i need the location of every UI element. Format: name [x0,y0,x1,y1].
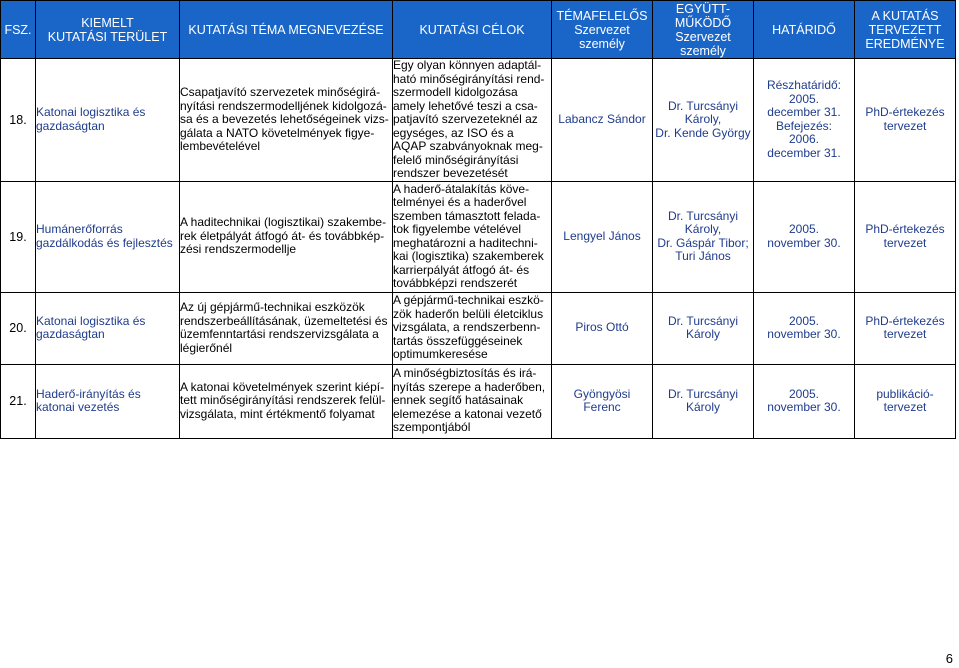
text-line: felelő minőségirányítási [393,152,519,167]
research-goal [393,292,552,364]
text-line: rendszer bevezetését [393,166,508,180]
text-line: Dr. Turcsányi [667,98,739,113]
text-line: A katonai követelmények szerint kiépí- [180,379,385,394]
planned-result [855,292,956,364]
deadline [754,181,855,292]
research-area: Katonai logisztika és gazdaságtan [36,292,180,364]
research-goal [393,364,552,438]
text-line: EREDMÉNYE [865,36,945,51]
text-line: vizsgálata, mint értékmentő folyamat [180,406,375,421]
text-line: 2005. [788,386,820,401]
text-line: 2005. [788,313,820,328]
text-line: Csapatjavító szervezetek minőségirá- [180,85,381,99]
text-line: szemben támasztott feladа- [393,208,541,223]
text-line: PhD-értekezés [865,313,945,328]
text-line: 2005. [788,91,820,106]
text-line: sa és a bevezetés lehetőségeinek vizs- [180,112,389,126]
research-goal [393,181,552,292]
deadline [754,292,855,364]
text-line: december 31. [767,145,841,160]
responsible-person [552,364,653,438]
row-number: 21. [1,364,36,438]
planned-result [855,181,956,292]
text-line: tartás összefüggéseinek [393,333,523,348]
text-line: tervezet [883,400,927,414]
text-line: optimumkeresése [393,347,488,362]
text-line: ható minőségirányítási rend- [393,71,545,86]
table-row [1,292,956,364]
planned-result [855,364,956,438]
header-goal: KUTATÁSI CÉLOK [393,1,552,59]
text-line: november 30. [767,400,841,414]
text-line: november 30. [767,327,841,341]
responsible-person [552,59,653,182]
text-line: továbbképzi rendszerét [393,276,518,290]
research-topic [180,292,393,364]
text-line: Szervezet [675,29,731,44]
text-line: amely lehetővé teszi a csa- [393,98,538,113]
text-line: szempontjából [393,420,471,435]
text-line: A gépjármű-technikai eszkö- [393,293,544,308]
text-line: egységes, az ISO és a [393,125,514,140]
text-line: patjavító szervezeteknél az [393,112,538,126]
text-line: A KUTATÁS [871,8,939,23]
partner-person [653,59,754,182]
header-num: FSZ. [1,1,36,59]
research-topic [180,181,393,292]
deadline [754,364,855,438]
text-line: A minőségbiztosítás és irá- [393,366,537,381]
text-line: vizsgálata, a rendszerbenn- [393,320,541,335]
text-line: Szervezet [574,22,630,37]
responsible-person [552,292,653,364]
text-line: szermodell kidolgozása [393,85,518,99]
text-line: tok figyelembe vételével [393,222,522,236]
text-line: tett minőségirányítási rendszerek felül- [180,393,386,408]
text-line: gálata a NATO követelmények figye- [180,125,375,140]
text-line: Egy olyan könnyen adaptál- [393,58,542,72]
text-line: személy [579,36,625,51]
text-line: EGYÜTT- [675,1,731,16]
text-line: elemezése a katonai vezető [393,406,542,421]
text-line: légierőnél [180,340,233,355]
text-line: tervezet [883,235,927,250]
text-line: ennek segítő hatásainak [393,393,524,408]
text-line: Turi János [675,249,731,263]
text-line: A haderő-átalakítás köve- [393,181,530,196]
text-line: rek életpályát átfogó át- és továbbkép- [180,228,385,243]
header-row [1,1,956,59]
research-topic [180,59,393,182]
research-goal [393,59,552,182]
table-row [1,364,956,438]
header-result [855,1,956,59]
text-line: nyítási rendszermodelljének kidolgozá- [180,98,387,113]
deadline [754,59,855,182]
row-number: 20. [1,292,36,364]
text-line: Piros Ottó [575,320,629,335]
text-line: Károly [685,327,720,341]
text-line: PhD-értekezés [865,105,945,120]
text-line: zök haderőn belüli életciklus [393,306,544,321]
responsible-person [552,181,653,292]
text-line: AQAP szabványoknak meg- [393,139,543,153]
text-line: lembevételével [180,139,261,153]
partner-person [653,181,754,292]
text-line: Dr. Gáspár Tibor; [657,235,749,250]
text-line: személy [680,43,726,58]
text-line: Dr. Kende György [655,125,751,140]
text-line: Károly [685,400,720,414]
text-line: nyítás szerepe a haderőben, [393,379,546,394]
header-deadline: HATÁRIDŐ [754,1,855,59]
row-number: 19. [1,181,36,292]
text-line: Lengyel János [563,228,641,243]
text-line: Részhatáridő: [766,78,842,93]
text-line: Károly, [684,112,722,126]
text-line: A haditechnikai (logisztikai) szakembe- [180,215,387,230]
text-line: TERVEZETT [868,22,942,37]
research-topic [180,364,393,438]
text-line: tervezet [883,327,927,341]
text-line: MŰKÖDŐ [674,15,732,30]
text-line: Dr. Turcsányi [667,313,739,328]
page-number: 6 [945,651,953,666]
text-line: Befejezés: [775,118,833,133]
text-line: rendszerbeállításának, üzemeltetési és [180,313,388,328]
text-line: TÉMAFELELŐS [556,8,648,23]
text-line: tervezet [883,118,927,133]
text-line: karrierpályát átfogó át- és [393,262,530,277]
header-topic: KUTATÁSI TÉMA MEGNEVEZÉSE [180,1,393,59]
header-partner [653,1,754,59]
text-line: publikáció- [876,386,934,401]
text-line: Dr. Turcsányi [667,386,739,401]
text-line: 2005. [788,222,820,236]
text-line: KUTATÁSI TERÜLET [47,29,168,44]
header-area [36,1,180,59]
research-area: Katonai logisztika és gazdaságtan [36,59,180,182]
table-row [1,181,956,292]
text-line: KIEMELT [81,15,134,30]
row-number: 18. [1,59,36,182]
text-line: Gyöngyösi [573,386,631,401]
text-line: telményei és a haderővel [393,195,527,209]
text-line: 2006. [788,132,820,147]
text-line: Az új gépjármű-technikai eszközök [180,300,365,314]
text-line: üzemfenntartási rendszervizsgálata a [180,327,379,341]
text-line: Labancz Sándor [558,112,646,126]
text-line: PhD-értekezés [865,222,945,236]
text-line: Dr. Turcsányi [667,208,739,223]
text-line: Ferenc [583,400,621,414]
text-line: december 31. [767,105,841,120]
text-line: zési rendszermodellje [180,242,297,257]
partner-person [653,364,754,438]
header-responsible [552,1,653,59]
text-line: Károly, [684,222,722,236]
text-line: kai (logisztika) szakemberek [393,249,544,263]
research-area: Humánerőforrás gazdálkodás és fejlesztés [36,181,180,292]
partner-person [653,292,754,364]
text-line: november 30. [767,235,841,250]
table-row [1,59,956,182]
research-area: Haderő-irányítás és katonai vezetés [36,364,180,438]
planned-result [855,59,956,182]
text-line: meghatározni a haditechni- [393,235,538,250]
